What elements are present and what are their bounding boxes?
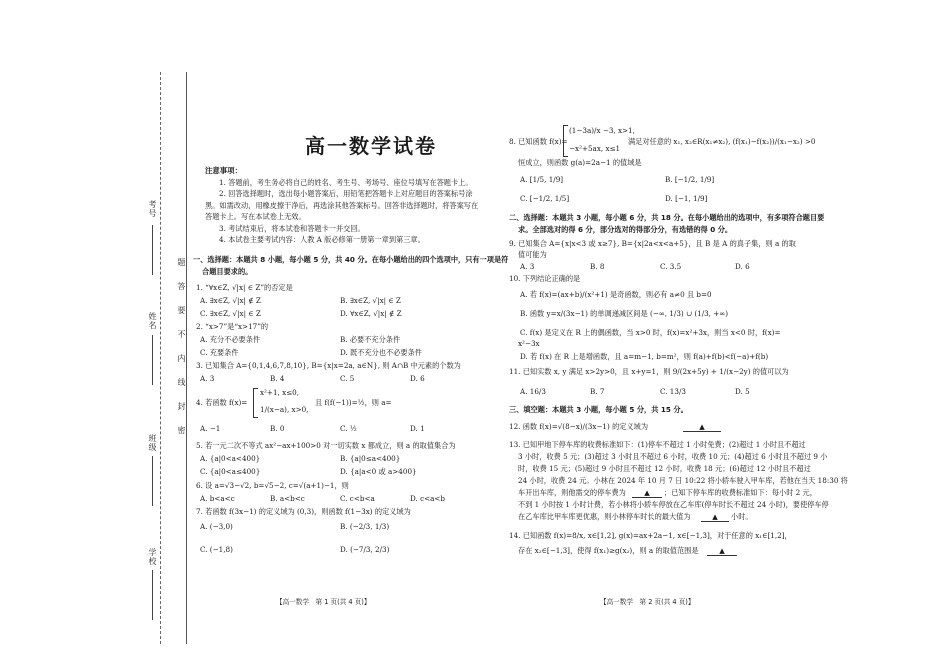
piecewise-case: 1/(x−a), x>0,: [260, 405, 309, 414]
option-d: D. {a|a<0 或 a>400}: [340, 467, 417, 476]
question-9-stem: 值可能为: [518, 250, 547, 259]
question-11-stem: 11. 已知实数 x, y 满足 x>2y>0，且 x+y=1，则 9/(2x+5y) + 1/(x−2y) 的值可以为: [509, 367, 789, 376]
notice-block: [205, 165, 478, 246]
question-9-stem: 9. 已知集合 A={x|x<3 或 x≥7}, B={x|2a<x<a+5}，且 B 是 A 的真子集，则 a 的取: [509, 239, 796, 248]
option-c: C. {a|0<a≤400}: [200, 467, 261, 476]
option-a: A. {a|0<a<400}: [200, 454, 261, 463]
margin-underline: [152, 570, 153, 620]
section-heading: 合题目要求的。: [202, 267, 253, 276]
option-b: B. 4: [270, 374, 285, 383]
option-d: D. ∀x∈Z, √|x| ∉ Z: [340, 309, 402, 318]
question-5-stem: 5. 若一元二次不等式 ax²−ax+100>0 对一切实数 x 都成立，则 a 的取值集合为: [196, 441, 456, 450]
margin-seal-char: 封: [177, 402, 186, 411]
option-b: B. 必要不充分条件: [340, 335, 401, 344]
question-8-stem-tail: 满足对任意的 x₁, x₂∈R(x₁≠x₂), (f(x₁)−f(x₂))/(x₁−x₂) >0: [628, 137, 816, 146]
margin-seal-char: 不: [177, 330, 186, 339]
option-b: B. 函数 y=x/(3x−1) 的单调递减区间是 (−∞, 1/3) ∪ (1/3, +∞): [520, 309, 729, 318]
option-a: A. [1/5, 1/9]: [520, 175, 564, 184]
question-13-line: 24 小时，收费 24 元。小林在 2024 年 10 月 7 日 10:22 将小轿车驶入甲车库，若他在当天 18:30 将: [518, 476, 848, 485]
question-13-line: 时，收费 15 元；(5)超过 9 小时且不超过 12 小时，收费 18 元；(6)超过 12 小时且不超过: [518, 464, 811, 473]
notice-item: 黑。如需改动，用橡皮擦干净后，再选涂其他答案标号。回答非选择题时，将答案写在: [205, 200, 479, 210]
option-a: A. 16/3: [520, 387, 546, 396]
question-8-stem-tail: 恒成立，则函数 g(a)=2a−1 的值域是: [518, 158, 642, 167]
option-b: B. {a|0≤a<400}: [340, 454, 401, 463]
notice-item: 1. 答题前，考生务必将自己的姓名、考生号、考场号、座位号填写在答题卡上。: [219, 177, 473, 187]
piecewise-brace: [253, 388, 258, 418]
margin-underline: [152, 335, 153, 385]
option-a: A. 充分不必要条件: [200, 335, 261, 344]
question-4-stem: 4. 若函数 f(x)=: [196, 398, 248, 407]
piecewise-case: −x²+5ax, x≤1: [569, 144, 621, 153]
margin-label-name: 姓名: [148, 312, 157, 330]
option-a: A. (−3,0): [200, 522, 233, 531]
notice-item: 4. 本试卷主要考试内容：人教 A 版必修第一册第一章到第三章。: [219, 235, 425, 244]
answer-blank: ▲: [701, 512, 729, 522]
answer-blank: ▲: [632, 488, 662, 498]
piecewise-brace: [563, 125, 568, 157]
binding-dashed-line: [160, 72, 161, 644]
option-d: D. 若 f(x) 在 R 上是增函数，且 a=m−1, b=m²，则 f(a)+f(b)<f(−a)+f(b): [520, 352, 769, 361]
option-d: D. c<a<b: [410, 494, 446, 503]
section-heading: 二、选择题：本题共 3 小题，每小题 6 分，共 18 分。在每小题给出的选项中，有多项符合题目要: [509, 213, 825, 222]
option-b: B. ∃x∈Z, √|x| ∈ Z: [340, 296, 401, 305]
option-d: D. 5: [735, 387, 750, 396]
option-c: C. ½: [340, 424, 357, 433]
section-heading: 一、选择题：本题共 8 小题，每小题 5 分，共 40 分。在每小题给出的四个选项中，只有一项是符: [193, 255, 509, 264]
page-footer-right: 【高一数学 第 2 页(共 4 页)】: [600, 598, 695, 606]
option-c: C. [−1/2, 1/5]: [520, 194, 570, 203]
margin-seal-char: 线: [177, 378, 186, 387]
option-a: A. 3: [520, 262, 535, 271]
margin-label-exam-number: 考号: [148, 200, 157, 218]
question-14-stem: 14. 已知函数 f(x)=8/x, x∈[1,2], g(x)=ax+2a−1, x∈[−1,3]，对于任意的 x₁∈[1,2]，: [509, 531, 792, 540]
option-d: D. [−1, 1/9]: [665, 194, 708, 203]
question-12-stem: 12. 函数 f(x)=√(8−x)/(3x−1) 的定义域为: [509, 422, 649, 431]
question-13-line: 小时。: [731, 512, 753, 521]
option-c-cont: x²−3x: [518, 339, 540, 348]
option-d: D. 6: [410, 374, 425, 383]
section-heading: 求。全部选对的得 6 分，部分选对的得部分分，有选错的得 0 分。: [518, 225, 733, 234]
question-3-stem: 3. 已知集合 A={0,1,4,6,7,8,10}, B={x|x=2a, a∈N}, 则 A∩B 中元素的个数为: [196, 361, 461, 370]
option-d: D. 1: [410, 424, 425, 433]
margin-underline: [152, 225, 153, 275]
option-b: B. 0: [270, 424, 285, 433]
option-c: C. 5: [340, 374, 355, 383]
option-c: C. c<b<a: [340, 494, 375, 503]
question-6-stem: 6. 设 a=√3−√2, b=√5−2, c=√(a+1)−1，则: [196, 481, 349, 490]
margin-seal-char: 答: [177, 282, 186, 291]
option-c: C. ∃x∈Z, √|x| ∈ Z: [200, 309, 261, 318]
question-10-stem: 10. 下列结论正确的是: [509, 274, 581, 283]
option-d: D. 6: [735, 262, 750, 271]
question-13-line: 车开出车库，则他需交的停车费为: [518, 488, 626, 497]
question-8-stem: 8. 已知函数 f(x)=: [509, 137, 568, 146]
question-13-line: 在乙车库比甲车库更优惠，则小林停车时长的最大值为: [518, 512, 691, 521]
option-a: A. 若 f(x)=(ax+b)/(x²+1) 是奇函数，则必有 a≠0 且 b=0: [520, 290, 712, 299]
margin-label-school: 学校: [148, 548, 157, 566]
option-b: B. (−2/3, 1/3): [340, 522, 390, 531]
option-b: B. 7: [590, 387, 605, 396]
page-title: 高一数学试卷: [305, 134, 437, 158]
option-c: C. 充要条件: [200, 348, 239, 357]
notice-heading: 注意事项：: [205, 166, 242, 175]
margin-seal-char: 密: [177, 426, 186, 435]
question-4-stem-tail: 且 f(f(−1))=½，则 a=: [315, 398, 392, 407]
option-b: B. [−1/2, 1/9]: [665, 175, 715, 184]
margin-seal-char: 内: [177, 354, 186, 363]
option-c: C. 3.5: [660, 262, 682, 271]
margin-underline: [152, 456, 153, 506]
option-c: C. f(x) 是定义在 R 上的偶函数，当 x>0 时，f(x)=x²+3x，则当 x<0 时，f(x)=: [520, 328, 781, 337]
question-1-stem: 1. “∀x∈Z, √|x| ∈ Z”的否定是: [196, 283, 293, 292]
section-heading: 三、填空题：本题共 3 小题，每小题 5 分，共 15 分。: [509, 405, 688, 414]
option-a: A. b<a<c: [200, 494, 235, 503]
question-13-line: 3 小时，收费 5 元；(3)超过 3 小时且不超过 6 小时，收费 10 元；(4)超过 6 小时且不超过 9 小: [518, 452, 828, 461]
option-a: A. ∃x∈Z, √|x| ∉ Z: [200, 296, 261, 305]
question-14-stem: 存在 x₂∈[−1,3]，使得 f(x₁)≥g(x₂)，则 a 的取值范围是: [518, 546, 699, 555]
answer-blank: ▲: [707, 546, 737, 556]
page-footer-left: 【高一数学 第 1 页(共 4 页)】: [276, 598, 371, 606]
option-c: C. 13/3: [660, 387, 686, 396]
question-13-line: ；已知下停车库的收费标准如下：每小时 2 元，: [664, 488, 817, 497]
option-a: A. 3: [200, 374, 215, 383]
option-b: B. 8: [590, 262, 605, 271]
notice-item: 3. 考试结束后，将本试卷和答题卡一并交回。: [219, 223, 365, 233]
notice-item: 答题卡上。写在本试卷上无效。: [205, 212, 306, 221]
option-d: D. 既不充分也不必要条件: [340, 348, 422, 357]
question-13-line: 不到 1 小时按 1 小时计费，若小林将小轿车停放在乙车库(停车时长不超过 24 小时)，要使停车停: [518, 500, 829, 509]
question-2-stem: 2. “x>7”是“x>17”的: [196, 322, 269, 331]
option-d: D. (−7/3, 2/3): [340, 545, 390, 554]
notice-item: 2. 回答选择题时，选出每小题答案后，用铅笔把答题卡上对应题目的答案标号涂: [219, 189, 473, 198]
margin-seal-char: 要: [177, 306, 186, 315]
margin-seal-char: 题: [177, 258, 186, 267]
margin-label-class: 班级: [148, 434, 157, 452]
piecewise-case: (1−3a)/x −3, x>1,: [569, 126, 635, 135]
option-a: A. −1: [200, 424, 221, 433]
piecewise-case: x²+1, x≤0,: [260, 388, 300, 397]
question-7-stem: 7. 若函数 f(3x−1) 的定义域为 (0,3)，则函数 f(1−3x) 的定义域为: [196, 507, 411, 516]
option-b: B. a<b<c: [270, 494, 305, 503]
answer-blank: ▲: [683, 422, 721, 432]
option-c: C. (−1,8): [200, 545, 233, 554]
question-13-line: 13. 已知甲地下停车库的收费标准如下：(1)停车不超过 1 小时免费；(2)超过 1 小时且不超过: [509, 440, 806, 449]
